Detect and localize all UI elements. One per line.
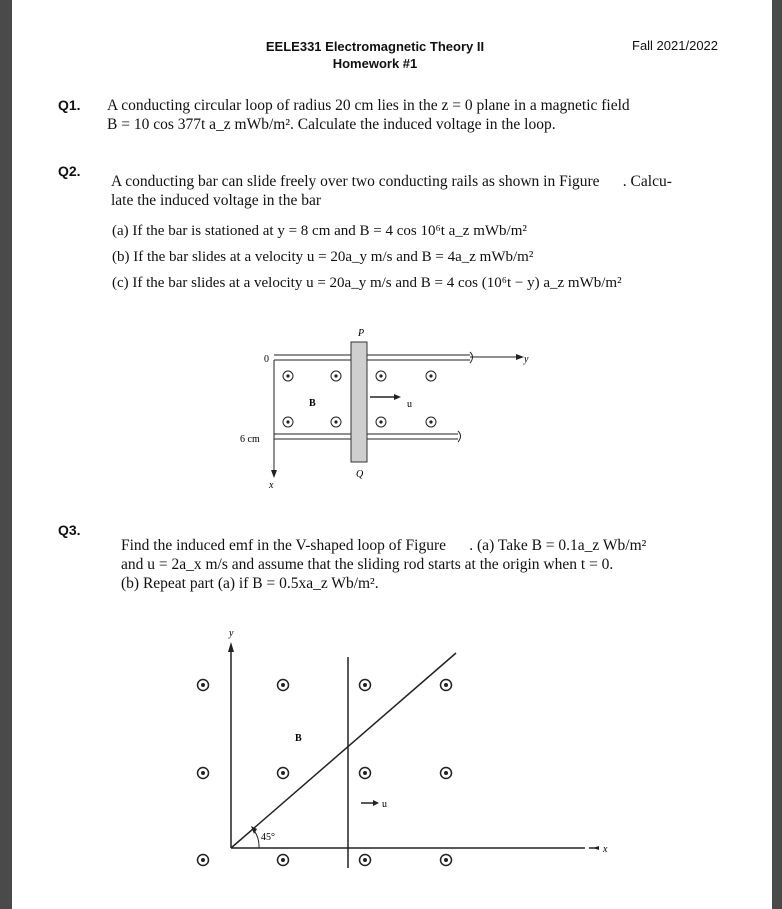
q2-part-c: (c) If the bar slides at a velocity u = 20a_y m/s and B = 4 cos (10⁶t − y) a_z mWb/m² (112, 275, 622, 291)
q2-line-1: A conducting bar can slide freely over two conducting rails as shown in Figure . Calcu- (111, 173, 672, 190)
label-b: B (309, 398, 316, 409)
label-q: Q (356, 469, 364, 480)
term-label: Fall 2021/2022 (632, 38, 719, 53)
q2-label: Q2. (58, 163, 81, 179)
label-x: x (603, 844, 608, 855)
diagonal-conductor (231, 653, 456, 848)
q2-part-a: (a) If the bar is stationed at y = 8 cm and B = 4 cos 10⁶t a_z mWb/m² (112, 223, 527, 239)
top-rail (274, 352, 473, 363)
y-arrowhead (516, 354, 524, 360)
label-x: x (269, 480, 274, 490)
q3-figure (185, 620, 625, 872)
label-b: B (295, 733, 302, 744)
velocity-arrowhead (394, 394, 401, 400)
label-p: P (358, 328, 365, 339)
q2-part-b: (b) If the bar slides at a velocity u = 20a_y m/s and B = 4a_z mWb/m² (112, 249, 534, 265)
x-arrowhead (271, 470, 277, 478)
label-u: u (382, 799, 387, 810)
sliding-bar (351, 342, 367, 462)
label-u: u (407, 399, 412, 410)
q3-label: Q3. (58, 522, 81, 538)
y-arrowhead (228, 642, 234, 652)
label-width: 6 cm (240, 434, 260, 445)
q2-figure (220, 322, 540, 490)
course-title: EELE331 Electromagnetic Theory II (265, 39, 485, 54)
label-y: y (229, 628, 234, 639)
label-angle: 45° (261, 832, 275, 843)
q3-line-3: (b) Repeat part (a) if B = 0.5xa_z Wb/m². (121, 575, 379, 592)
q2-line-2: late the induced voltage in the bar (111, 192, 322, 209)
q3-line-1: Find the induced emf in the V-shaped loop of Figure . (a) Take B = 0.1a_z Wb/m² (121, 537, 647, 554)
q3-line-2: and u = 2a_x m/s and assume that the sliding rod starts at the origin when t = 0. (121, 556, 614, 573)
left-frame-border (0, 0, 12, 909)
q1-line-1: A conducting circular loop of radius 20 cm lies in the z = 0 plane in a magnetic field (107, 97, 630, 114)
q1-label: Q1. (58, 97, 81, 113)
right-frame-border (772, 0, 782, 909)
label-origin: 0 (264, 354, 269, 365)
assignment-title: Homework #1 (332, 56, 418, 71)
q1-line-2: B = 10 cos 377t a_z mWb/m². Calculate the induced voltage in the loop. (107, 116, 556, 133)
label-y: y (524, 354, 529, 365)
